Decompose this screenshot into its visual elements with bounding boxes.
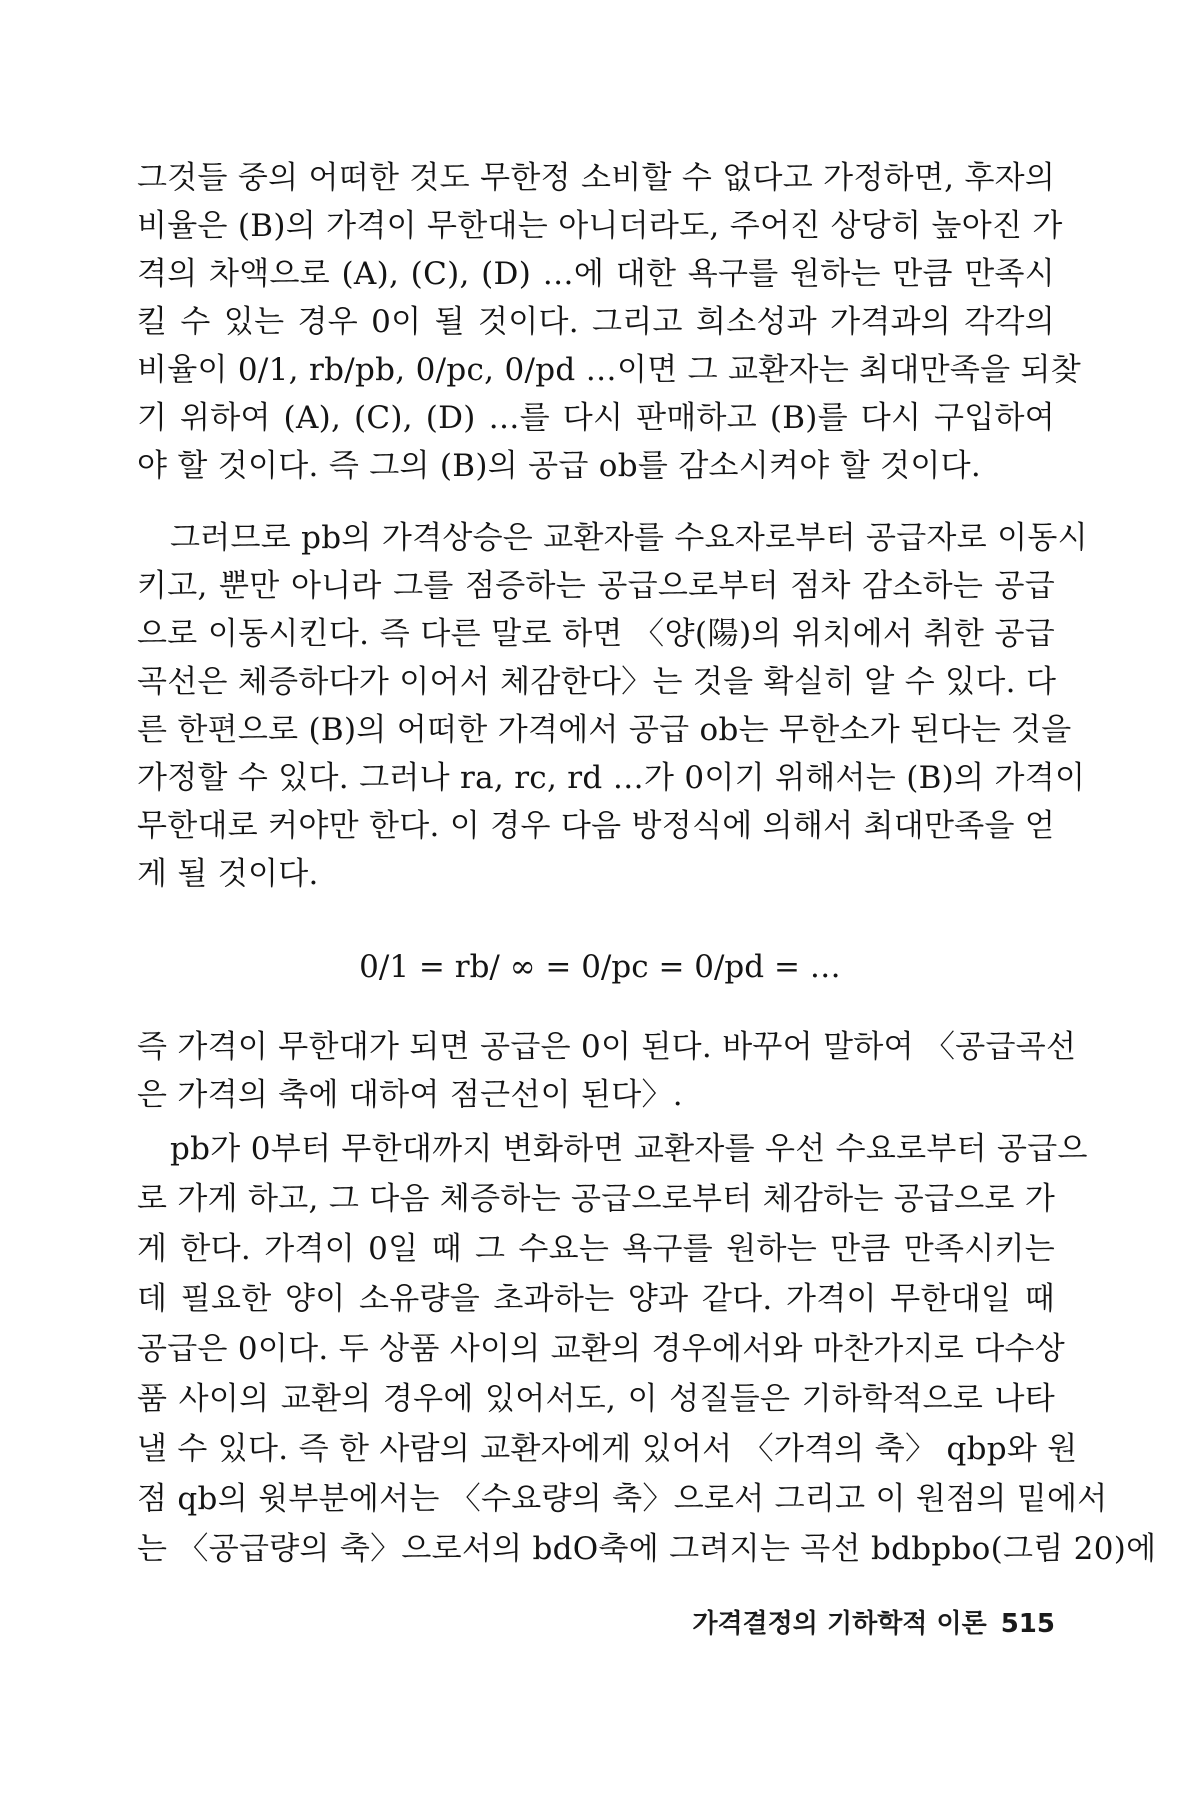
text-line: 으로 이동시킨다. 즉 다른 말로 하면 〈양(陽)의 위치에서 취한 공급 (137, 616, 1055, 652)
text-line: 비율이 0/1, rb/pb, 0/pc, 0/pd …이면 그 교환자는 최대만족을 되찾 (137, 352, 1082, 388)
text-line: 른 한편으로 (B)의 어떠한 가격에서 공급 ob는 무한소가 된다는 것을 (137, 712, 1072, 748)
text-line: 야 할 것이다. 즉 그의 (B)의 공급 ob를 감소시켜야 할 것이다. (137, 448, 981, 484)
text-line: 낼 수 있다. 즉 한 사람의 교환자에게 있어서 〈가격의 축〉 qbp와 원 (137, 1431, 1078, 1467)
running-title: 가격결정의 기하학적 이론 (692, 1609, 987, 1639)
text-line: 격의 차액으로 (A), (C), (D) …에 대한 욕구를 원하는 만큼 만족시 (137, 256, 1055, 292)
text-line: 는 〈공급량의 축〉으로서의 bdO축에 그려지는 곡선 bdbpbo(그림 20)에 (137, 1531, 1157, 1567)
text-line: 즉 가격이 무한대가 되면 공급은 0이 된다. 바꾸어 말하여 〈공급곡선 (137, 1029, 1077, 1065)
text-line: pb가 0부터 무한대까지 변화하면 교환자를 우선 수요로부터 공급으 (170, 1131, 1088, 1167)
text-line: 킬 수 있는 경우 0이 될 것이다. 그리고 희소성과 가격과의 각각의 (137, 304, 1055, 340)
text-line: 공급은 0이다. 두 상품 사이의 교환의 경우에서와 마찬가지로 다수상 (137, 1331, 1066, 1367)
page-number: 515 (1000, 1609, 1055, 1639)
equation: 0/1 = rb/ ∞ = 0/pc = 0/pd = … (359, 949, 841, 985)
text-line: 점 qb의 윗부분에서는 〈수요량의 축〉으로서 그리고 이 원점의 밑에서 (137, 1481, 1108, 1517)
text-line: 데 필요한 양이 소유량을 초과하는 양과 같다. 가격이 무한대일 때 (137, 1281, 1055, 1317)
text-line: 게 될 것이다. (137, 856, 319, 892)
text-line: 키고, 뿐만 아니라 그를 점증하는 공급으로부터 점차 감소하는 공급 (137, 568, 1055, 604)
text-line: 가정할 수 있다. 그러나 ra, rc, rd …가 0이기 위해서는 (B)의 가격이 (137, 760, 1086, 796)
text-line: 품 사이의 교환의 경우에 있어서도, 이 성질들은 기하학적으로 나타 (137, 1381, 1055, 1417)
text-line: 로 가게 하고, 그 다음 체증하는 공급으로부터 체감하는 공급으로 가 (137, 1181, 1056, 1217)
text-line: 기 위하여 (A), (C), (D) …를 다시 판매하고 (B)를 다시 구입하여 (137, 400, 1055, 436)
text-line: 게 한다. 가격이 0일 때 그 수요는 욕구를 원하는 만큼 만족시키는 (137, 1231, 1055, 1267)
text-line: 그것들 중의 어떠한 것도 무한정 소비할 수 없다고 가정하면, 후자의 (137, 160, 1056, 196)
page-footer (692, 1604, 1055, 1644)
text-line: 곡선은 체증하다가 이어서 체감한다〉는 것을 확실히 알 수 있다. 다 (137, 664, 1057, 700)
text-line: 비율은 (B)의 가격이 무한대는 아니더라도, 주어진 상당히 높아진 가 (137, 208, 1063, 244)
text-line: 무한대로 커야만 한다. 이 경우 다음 방정식에 의해서 최대만족을 얻 (137, 808, 1056, 844)
text-line: 그러므로 pb의 가격상승은 교환자를 수요자로부터 공급자로 이동시 (170, 520, 1088, 556)
text-line: 은 가격의 축에 대하여 점근선이 된다〉. (137, 1077, 683, 1113)
